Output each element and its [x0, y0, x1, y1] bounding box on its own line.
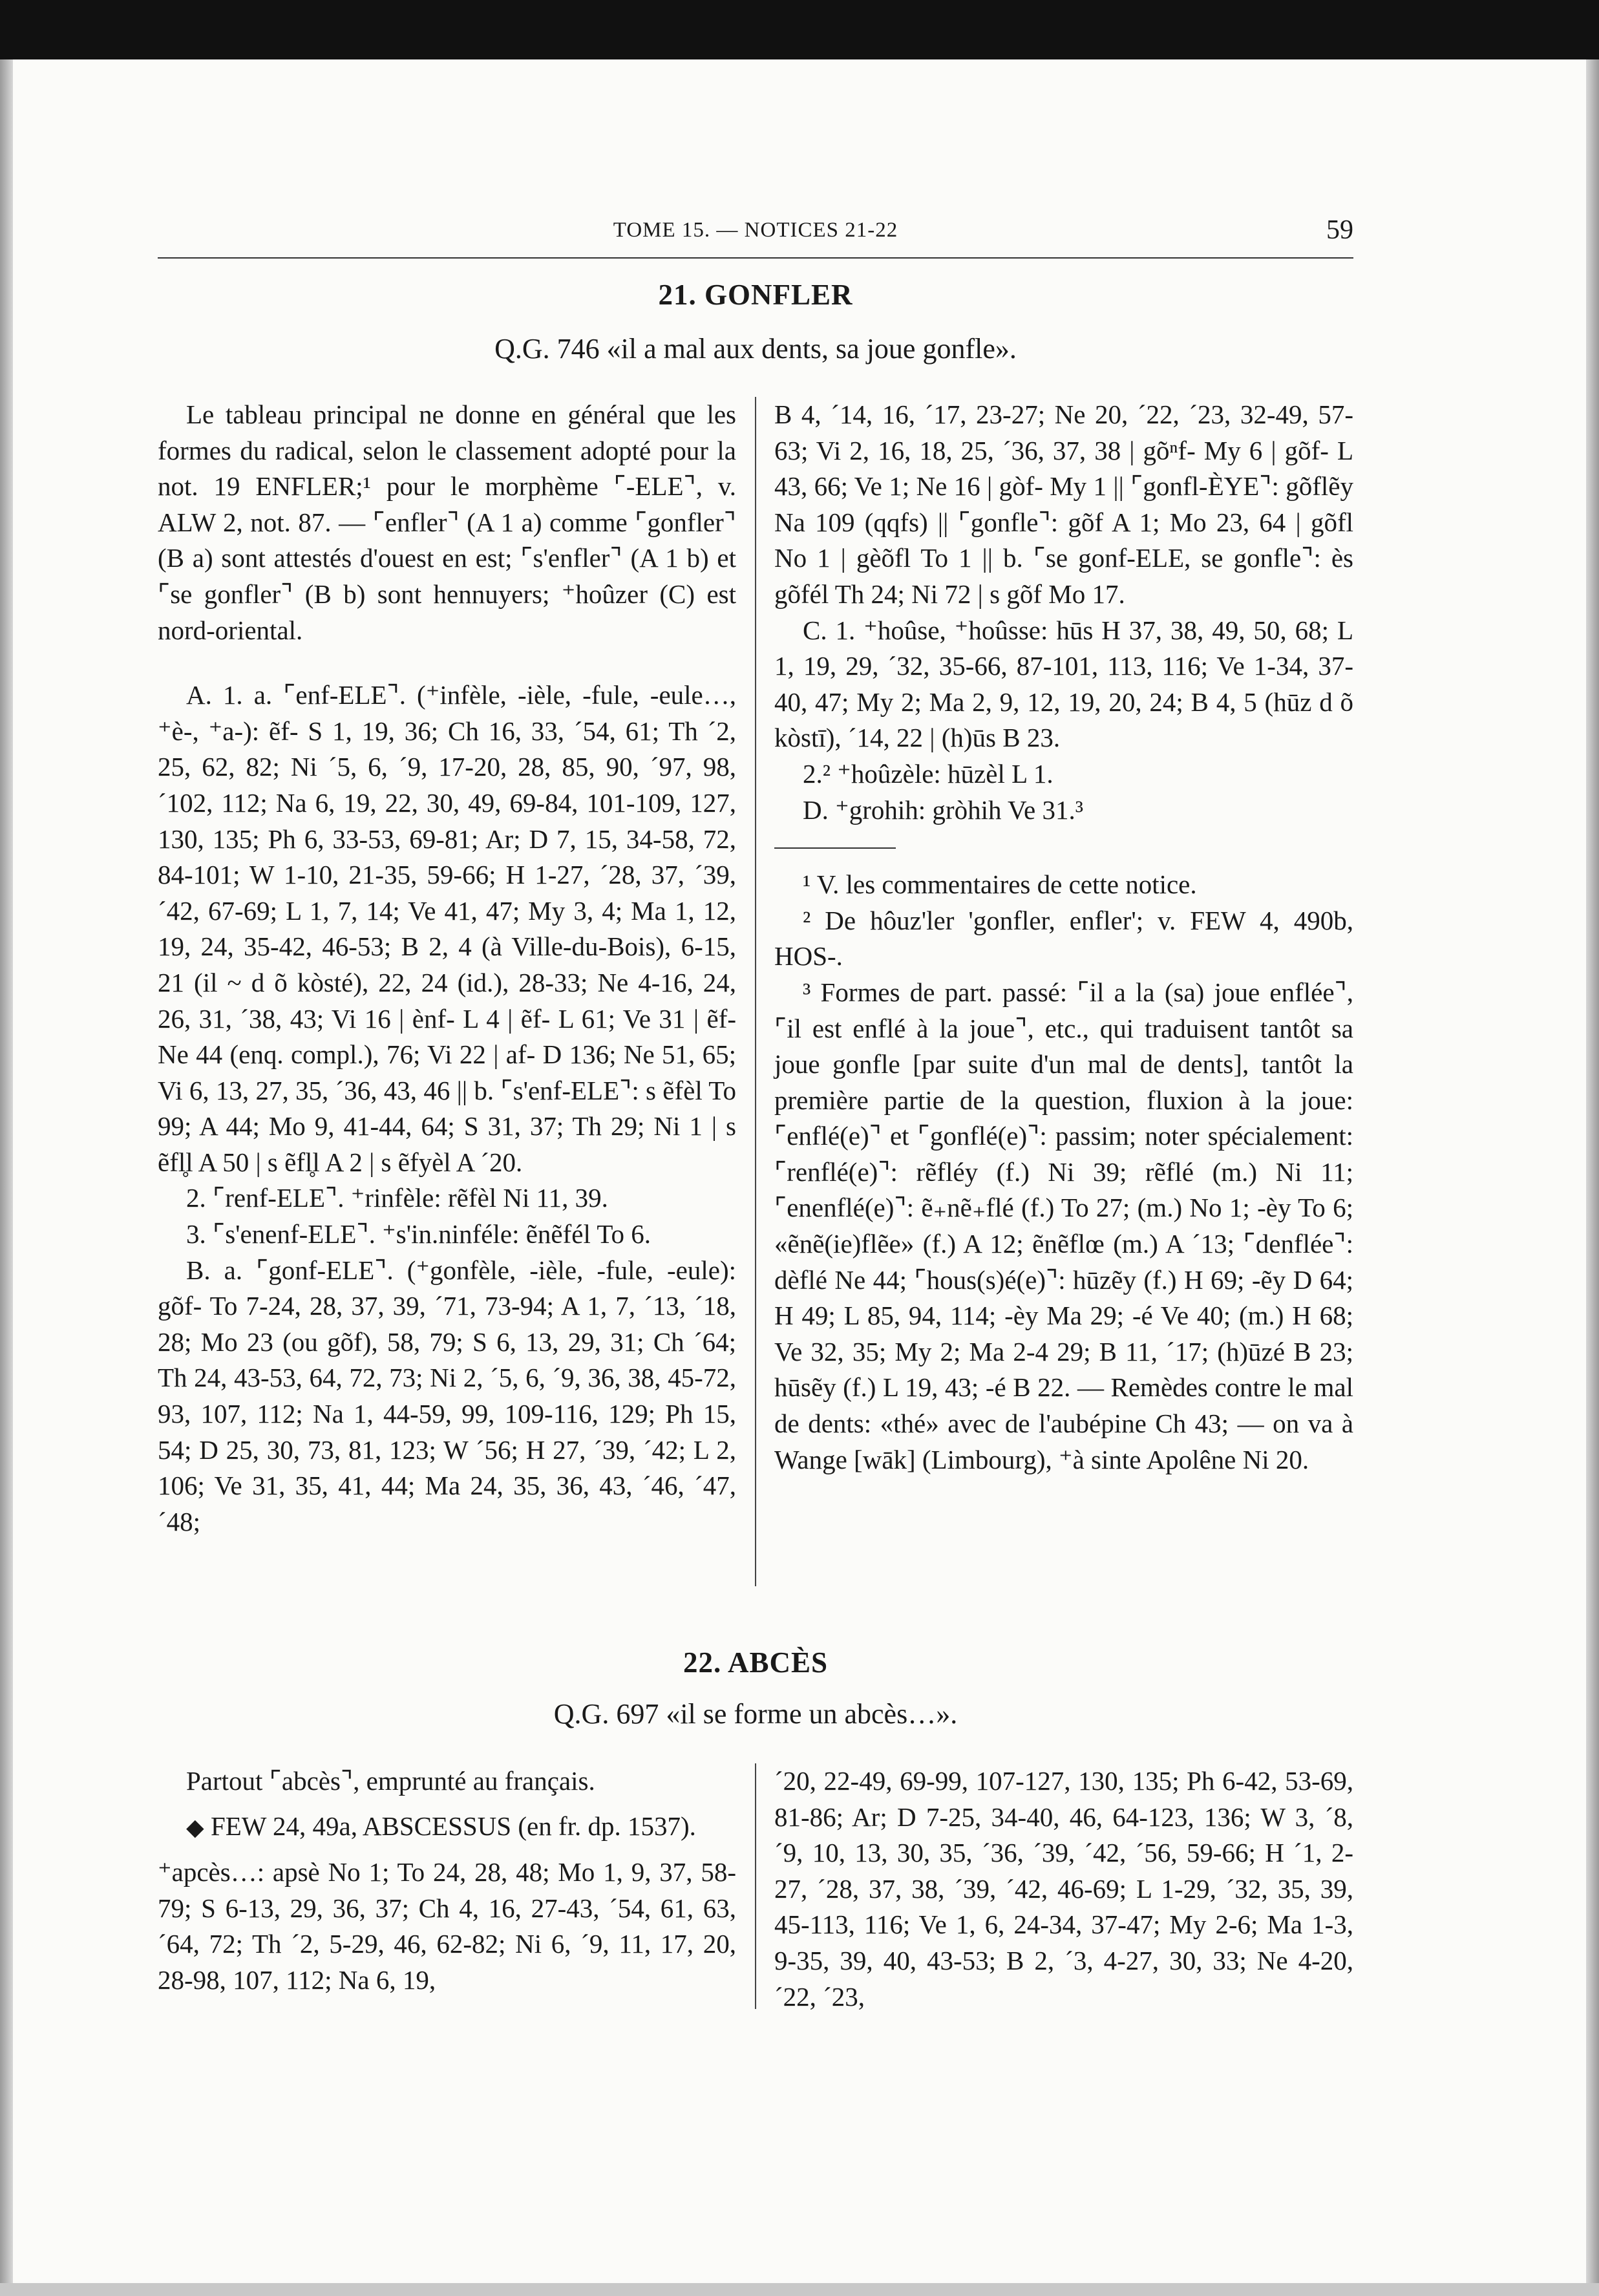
few-reference-text: FEW 24, 49a, ABSCESSUS (en fr. dp. 1537). [210, 1811, 696, 1841]
notice-21-question: Q.G. 746 «il a mal aux dents, sa joue gonfle». [494, 333, 1017, 365]
notice-21-section-A2: 2. ⌜renf-ELE⌝. ⁺rinfèle: rẽfèl Ni 11, 39. [186, 1183, 608, 1213]
notice-22-forms: ⁺apcès…: apsè No 1; To 24, 28, 48; Mo 1, 9, 37, 58-79; S 6-13, 29, 36, 37; Ch 4, 16, 27-43, ´54, 61, 63, ´64, 72; Th ´2, 5-29, 46, 62-82; Ni 6, ´9, 11, 17, 20, 28-98, 107, 112; Na 6, 19, [158, 1857, 736, 1995]
notice-21-section-A1: A. 1. a. ⌜enf-ELE⌝. (⁺infèle, -ièle, -fule, -eule…, ⁺è-, ⁺a-): ẽf- S 1, 19, 36; Ch 16, 33, ´54, 61; Th ´2, 25, 62, 82; Ni ´5, 6, ´9, 17-20, 28, 85, 90, ´97, 98, ´102, 112; Na 6, 19, 22, 30, 49, 69-84, 101-109, 127, 130, 135; Ph 6, 33-53, 69-81; Ar; D 7, 15, 34-58, 72, 84-101; W 1-10, 21-35, 59-66; H 1-27, ´28, 37, ´39, ´42, 67-69; L 1, 7, 14; Ve 41, 47; My 3, 4; Ma 1, 12, 19, 24, 35-42, 46-53; B 2, 4 (à Ville-du-Bois), 6-15, 21 (il ~ d õ kòsté), 22, 24 (id.), 28-33; Ne 4-16, 24, 26, 31, ´38, 43; Vi 16 | ènf- L 4 | ẽf- L 61; Ve 31 | ẽf- Ne 44 (enq. compl.), 76; Vi 22 | af- D 136; Ne 51, 65; Vi 6, 13, 27, 35, ´36, 43, 46 || b. ⌜s'enf-ELE⌝: s ẽfèl To 99; A 44; Mo 9, 41-44, 64; S 31, 37; Th 29; Ni 1 | s ẽfl̥l A 50 | s ẽfl̥l A 2 | s ẽfyèl A ´20. [158, 680, 736, 1177]
scan-right-edge [1586, 59, 1599, 2296]
notice-21-intro: Le tableau principal ne donne en général que les formes du radical, selon le classement adopté pour la not. 19 ENFLER;¹ pour le morphème ⌜-ELE⌝, v. ALW 2, not. 87. — ⌜enfler⌝ (A 1 a) comme ⌜gonfler⌝ (B a) sont attestés d'ouest en est; ⌜s'enfler⌝ (A 1 b) et ⌜se gonfler⌝ (B b) sont hennuyers; ⁺hoûzer (C) est nord-oriental. [158, 399, 736, 645]
page-number: 59 [1326, 215, 1353, 245]
footnote-1: ¹ V. les commentaires de cette notice. [803, 869, 1197, 900]
diamond-icon: ◆ [186, 1814, 204, 1840]
notice-21-section-C1: C. 1. ⁺hoûse, ⁺hoûsse: hūs H 37, 38, 49, 50, 68; L 1, 19, 29, ´32, 35-66, 87-101, 113, 116; Ve 1-34, 37-40, 47; My 2; Ma 2, 9, 12, 19, 20, 24; B 4, 5 (hūz d õ kòstī), ´14, 22 | (h)ūs B 23. [774, 615, 1353, 753]
notice-21-right-column [774, 397, 1353, 1478]
scan-left-edge [0, 59, 13, 2296]
notice-21-section-B: B. a. ⌜gonf-ELE⌝. (⁺gonfèle, -ièle, -fule, -eule): gõf- To 7-24, 28, 37, 39, ´71, 73-94; A 1, 7, ´13, ´18, 28; Mo 23 (ou gõf), 58, 79; S 6, 13, 29, 31; Ch ´64; Th 24, 43-53, 64, 72, 73; Ni 2, ´5, 6, ´9, 36, 38, 45-72, 93, 107, 112; Na 1, 44-59, 99, 109-116, 129; Ph 15, 54; D 25, 30, 73, 81, 123; W ´56; H 27, ´39, ´42; L 2, 106; Ve 31, 35, 41, 44; Ma 24, 35, 36, 43, ´46, ´47, ´48; [158, 1255, 736, 1536]
notice-22-forms-cont: ´20, 22-49, 69-99, 107-127, 130, 135; Ph 6-42, 53-69, 81-86; Ar; D 7-25, 34-40, 46, 64-123, 136; W 3, ´8, ´9, 10, 13, 30, 35, ´36, ´39, ´42, ´56, 59-66; H ´1, 2-27, ´28, 37, 38, ´39, ´42, 46-69; L 1-29, ´32, 35, 39, 45-113, 116; Ve 1, 6, 24-34, 37-47; My 2-6; Ma 1-3, 9-35, 39, 40, 43-53; B 2, ´3, 4-27, 30, 33; Ne 4-20, ´22, ´23, [774, 1766, 1353, 2012]
footnote-2: ² De hôuz'ler 'gonfler, enfler'; v. FEW 4, 490b, HOS-. [774, 905, 1353, 972]
scan-bottom-band [0, 2283, 1599, 2296]
notice-21-section-C2: 2.² ⁺hoûzèle: hūzèl L 1. [803, 758, 1054, 789]
scan-top-band [0, 0, 1599, 59]
footnote-rule [774, 847, 896, 849]
notice-21-section-D: D. ⁺grohih: gròhih Ve 31.³ [803, 794, 1084, 825]
notice-22-column-divider [755, 1763, 756, 2009]
notice-21-column-divider [755, 397, 756, 1586]
notice-21-title: 21. GONFLER [658, 279, 853, 311]
footnote-3: ³ Formes de part. passé: ⌜il a la (sa) joue enflée⌝, ⌜il est enflé à la joue⌝, etc., qui traduisent tantôt sa joue gonfle [par suite d'un mal de dents], tantôt la première partie de la question, fluxion à la joue: ⌜enflé(e)⌝ et ⌜gonflé(e)⌝: passim; noter spécialement: ⌜renflé(e)⌝: rẽfléy (f.) Ni 39; rẽflé (m.) Ni 11; ⌜enenflé(e)⌝: ẽ₊nẽ₊flé (f.) To 27; (m.) No 1; -èy To 6; «ẽnẽ(ie)flẽe» (f.) A 12; ẽnẽflœ (m.) A ´13; ⌜denflée⌝: dèflé Ne 44; ⌜hous(s)é(e)⌝: hūzẽy (f.) H 69; -ẽy D 64; H 49; L 85, 94, 114; -èy Ma 29; -é Ve 40; (m.) H 68; Ve 32, 35; My 2; Ma 2-4 29; B 11, ´17; (h)ūzé B 23; hūsẽy (f.) L 19, 43; -é B 22. — Remèdes contre le mal de dents: «thé» avec de l'aubépine Ch 43; — on va à Wange [wāk] (Limbourg), ⁺à sinte Apolêne Ni 20. [774, 977, 1353, 1474]
running-header [158, 215, 1353, 259]
notice-22-intro: Partout ⌜abcès⌝, emprunté au français. [186, 1766, 595, 1796]
notice-22-left-column [158, 1763, 736, 1999]
notice-21-section-B-cont: B 4, ´14, 16, ´17, 23-27; Ne 20, ´22, ´23, 32-49, 57-63; Vi 2, 16, 18, 25, ´36, 37, 38 | gõⁿf- My 6 | gõf- L 43, 66; Ve 1; Ne 16 | gòf- My 1 || ⌜gonfl-ÈYE⌝: gõflẽy Na 109 (qqfs) || ⌜gonfle⌝: gõf A 1; Mo 23, 64 | gõfl No 1 | gèõfl To 1 || b. ⌜se gonf-ELE, se gonfle⌝: ès gõfél Th 24; Ni 72 | s gõf Mo 17. [774, 399, 1353, 609]
notice-22-right-column [774, 1763, 1353, 2015]
notice-22-few-reference [158, 1809, 736, 1846]
notice-21-footnotes [774, 867, 1353, 1478]
notice-22-title: 22. ABCÈS [683, 1646, 829, 1679]
notice-21-left-column [158, 397, 736, 1540]
running-title: TOME 15. — NOTICES 21-22 [613, 218, 898, 242]
notice-21-section-A3: 3. ⌜s'enenf-ELE⌝. ⁺s'in.ninféle: ẽnẽfél To 6. [186, 1219, 651, 1249]
notice-22-question: Q.G. 697 «il se forme un abcès…». [553, 1698, 958, 1730]
